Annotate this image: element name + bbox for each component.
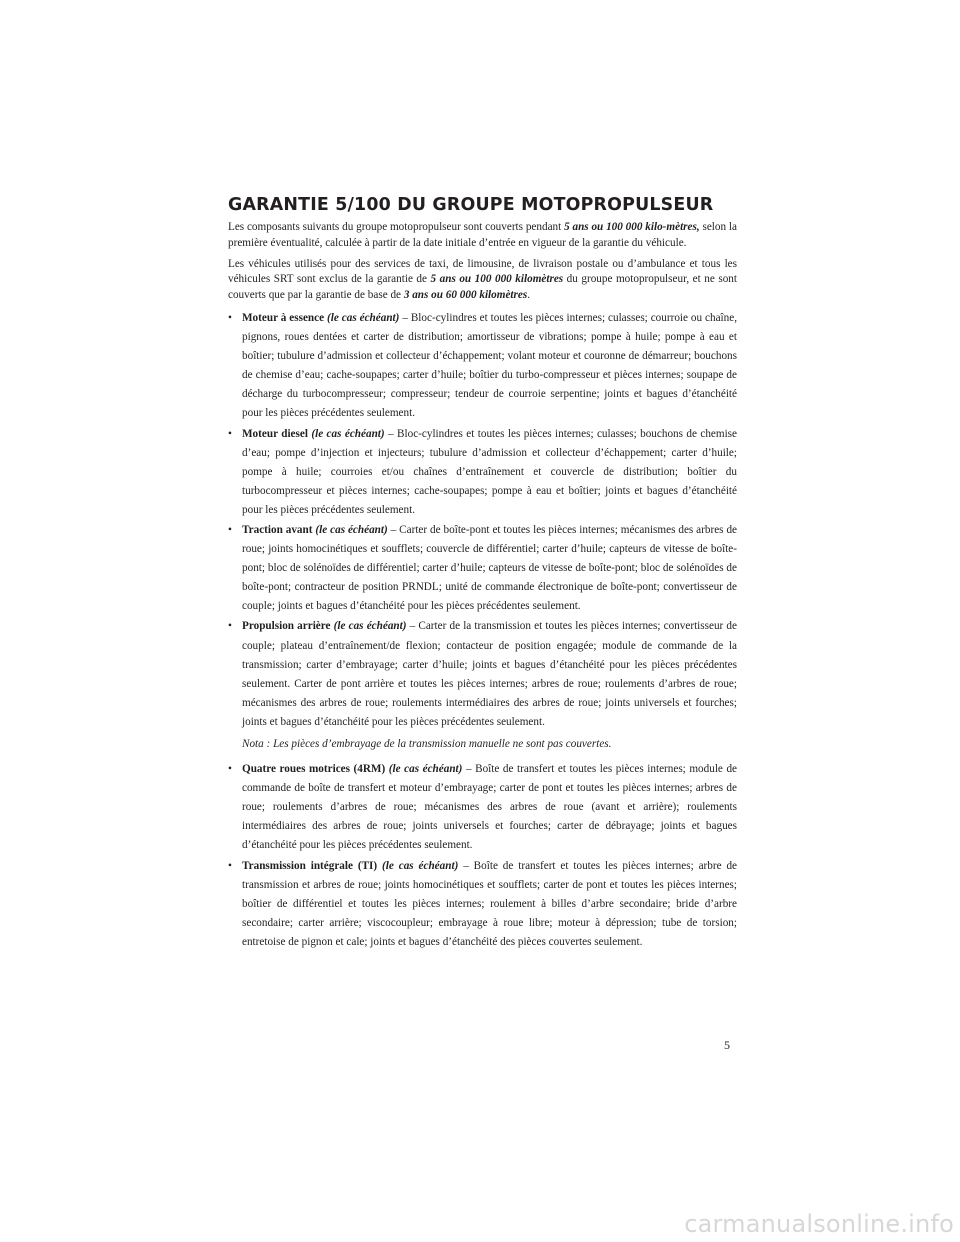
exclusion-emphasis-2: 3 ans ou 60 000 kilomètres	[403, 289, 528, 302]
list-item-diesel-engine	[228, 425, 737, 520]
section-heading: GARANTIE 5/100 DU GROUPE MOTOPROPULSEUR	[228, 195, 714, 215]
bullet-icon: •	[228, 620, 232, 633]
list-item-rear-wheel-drive	[228, 617, 737, 732]
item-qualifier: (le cas échéant)	[315, 524, 388, 537]
item-title: Propulsion arrière	[242, 620, 331, 633]
intro-text-before: Les composants suivants du groupe motopropulseur sont couverts pendant	[228, 221, 565, 233]
item-text: – Carter de boîte-pont et toutes les pièces internes; mécanismes des arbres de roue; joints homocinétiques et soufflets; couvercle de différentiel; carter d’huile; capteurs de vitesse de boîte-pont; bloc de solénoïdes de différentiel; carter d’huile; capteurs de vitesse de boîte-pont; bloc de solénoïdes de boîte-pont; contracteur de position PRNDL; unité de commande électronique de boîte-pont; convertisseur de couple; joints et bagues d’étanchéité pour les pièces précédentes seulement.	[242, 524, 737, 613]
item-text: – Bloc-cylindres et toutes les pièces internes; culasses; courroie ou chaîne, pignons, roues dentées et carter de distribution; amortisseur de vibrations; pompe à huile; pompe à eau et boîtier; tubulure d’admission et collecteur d’échappement; volant moteur et couronne de démarreur; bouchons de chemise d’eau; cache-soupapes; carter d’huile; boîtier du turbo-compresseur et pièces internes; soupape de décharge du turbocompresseur; compresseur; tendeur de courroie serpentine; joints et bagues d’étanchéité pour les pièces précédentes seulement.	[242, 311, 738, 420]
exclusion-text-before: Les véhicules utilisés pour des services de taxi, de limousine, de livraison postale ou d’ambulance et tous les véhicules SRT sont exclus de la garantie de	[228, 257, 737, 286]
item-qualifier: (le cas échéant)	[333, 620, 407, 633]
item-qualifier: (le cas échéant)	[311, 427, 385, 440]
exclusion-text-middle: du groupe motopropulseur, et ne sont couverts que par la garantie de base de	[228, 273, 738, 302]
bullet-icon: •	[228, 427, 232, 440]
item-text: – Bloc-cylindres et toutes les pièces internes; culasses; bouchons de chemise d’eau; pompe d’injection et injecteurs; tubulure d’admission et collecteur d’échappement; carter d’huile; pompe à huile; courroies et/ou chaînes d’entraînement et couvercle de distribution; boîtier du turbocompresseur et pièces internes; cache-soupapes; pompe à eau et boîtier; joints et bagues d’étanchéité pour les pièces précédentes seulement.	[242, 427, 738, 516]
document-page	[228, 194, 737, 953]
item-title: Transmission intégrale (TI)	[242, 859, 378, 872]
item-qualifier: (le cas échéant)	[382, 859, 459, 872]
page-number: 5	[724, 1038, 730, 1052]
exclusion-paragraph	[228, 257, 737, 304]
intro-paragraph	[228, 220, 737, 252]
manual-clutch-note: Nota : Les pièces d’embrayage de la transmission manuelle ne sont pas couvertes.	[242, 738, 612, 751]
item-title: Moteur à essence	[242, 311, 325, 324]
list-item-all-wheel-drive	[228, 857, 737, 952]
bullet-icon: •	[228, 311, 232, 324]
intro-text-after: selon la première éventualité, calculée à partir de la date initiale d’entrée en vigueur de la garantie du véhicule.	[228, 221, 737, 249]
item-text: – Boîte de transfert et toutes les pièces internes; module de commande de boîte de transfert et moteur d’embrayage; carter de pont et toutes les pièces internes; arbres de roue; roulements d’arbres de roue; mécanismes des arbres de roue (avant et arrière); roulements intermédiaires des arbres de roue; joints universels et fourches; carter de débrayage; joints et bagues d’étanchéité pour les pièces précédentes seulement.	[242, 763, 738, 852]
intro-emphasis: 5 ans ou 100 000 kilo-mètres,	[564, 221, 700, 233]
item-text: – Boîte de transfert et toutes les pièces internes; arbre de transmission et arbres de roue; joints homocinétiques et soufflets; carter de pont et toutes les pièces internes; boîtier de différentiel et toutes les pièces internes; roulement à billes d’arbre secondaire; bride d’arbre secondaire; carter arrière; viscocoupleur; embrayage à roue libre; moteur à dépression; tube de torsion; entretoise de pignon et cale; joints et bagues d’étanchéité des pièces couvertes seulement.	[242, 859, 738, 948]
coverage-list-continued	[228, 760, 737, 952]
exclusion-emphasis-1: 5 ans ou 100 000 kilomètres	[430, 273, 564, 286]
list-item-four-wheel-drive	[228, 760, 737, 855]
list-item-gasoline-engine	[228, 309, 737, 424]
item-qualifier: (le cas échéant)	[327, 311, 400, 324]
item-qualifier: (le cas échéant)	[388, 763, 463, 776]
item-title: Traction avant	[242, 524, 313, 537]
site-watermark: carmanualsonline.info	[684, 1210, 954, 1238]
exclusion-text-after: .	[527, 289, 530, 302]
item-title: Moteur diesel	[242, 427, 308, 440]
bullet-icon: •	[228, 763, 232, 776]
bullet-icon: •	[228, 859, 232, 872]
list-item-front-wheel-drive	[228, 521, 737, 616]
item-title: Quatre roues motrices (4RM)	[242, 763, 386, 776]
bullet-icon: •	[228, 524, 232, 537]
item-text: – Carter de la transmission et toutes les pièces internes; convertisseur de couple; plateau d’entraînement/de flexion; contacteur de position engagée; module de commande de la transmission; carter d’embrayage; carter d’huile; joints et bagues d’étanchéité pour les pièces précédentes seulement. Carter de pont arrière et toutes les pièces internes; arbres de roue; roulements d’arbres de roue; mécanismes des arbres de roue; roulements intermédiaires des arbres de roue; joints universels et fourches; joints et bagues d’étanchéité pour les pièces précédentes seulement.	[242, 620, 737, 728]
coverage-list	[228, 309, 737, 732]
